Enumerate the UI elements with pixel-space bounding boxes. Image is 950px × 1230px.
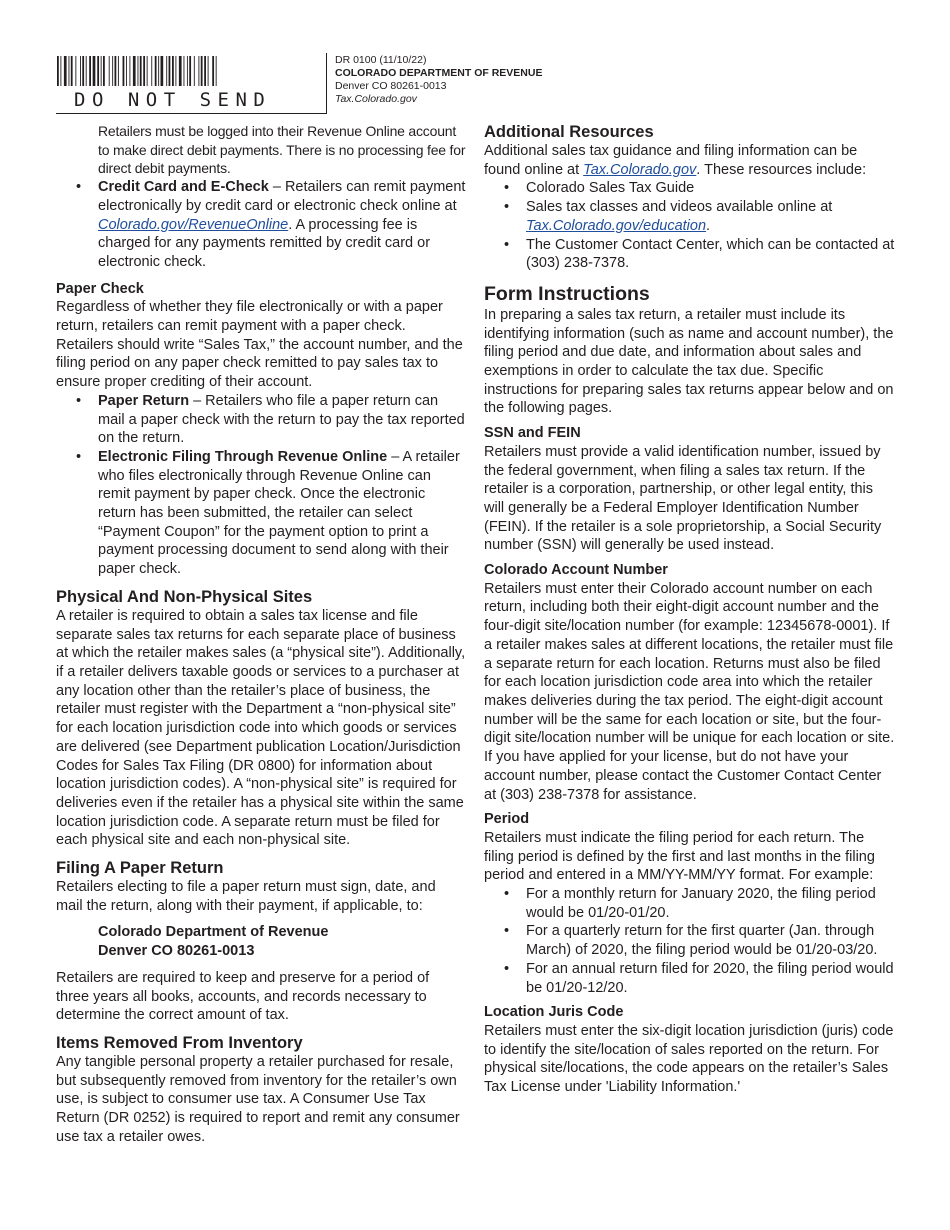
sites-text: A retailer is required to obtain a sales tax license and file separate sales tax returns for each separate place of business at which the retailer makes sales (a “physical site”). Additionally, if a retailer delivers taxable goods or services to a purchaser at any location other than the retailer’s place of business, the retailer must register with the Department a “non-physical site” for each location jurisdiction code into which goods or services are delivered (see Department publication Location/Jurisdiction Codes for Sales Tax Filing (DR 0800) for information about location jurisdiction codes). A “non-physical site” is required for deliveries even if the retailer has a physical site within the same location jurisdiction code. A separate return must be filed for each physical site and each non-physical site. (56, 607, 466, 849)
electronic-filing-label: Electronic Filing Through Revenue Online (98, 448, 388, 465)
ssn-text: Retailers must provide a valid identification number, issued by the federal government, when filing a sales tax return. If the retailer is a corporation, partnership, or other legal entity, this will generally be a Federal Employer Identification Number (FEIN). If the retailer is a sole proprietorship, a Social Security number (SSN) will generally be used instead. (484, 443, 882, 554)
account-text-2: If you have applied for your license, but do not have your account number, please contact the Customer Contact Center at (303) 238-7378 for assistance. (484, 749, 882, 803)
resource-item: • Colorado Sales Tax Guide (484, 179, 896, 198)
form-instructions-heading: Form Instructions (484, 282, 650, 305)
tax-colorado-link[interactable]: Tax.Colorado.gov (583, 161, 697, 178)
barcode-bar (204, 56, 206, 86)
period-text: Retailers must indicate the filing period for each return. The filing period is defined by the first and last months in the filing period and entered in a MM/YY-MM/YY format. For example: (484, 829, 875, 884)
department-name: COLORADO DEPARTMENT OF REVENUE (335, 67, 543, 79)
barcode-bar (198, 56, 199, 86)
revenue-online-link[interactable]: Colorado.gov/RevenueOnline (98, 216, 289, 233)
resources-text-after: . These resources include: (696, 161, 867, 178)
account-text: Retailers must enter their Colorado account number on each return, including both their eight-digit account number and the four-digit site/location number (for example: 12345678-0001). If a retailer makes sales at different locations, the retailer must file a separate return for each location. Returns must also be filed for each location jurisdiction code area into which the retailer makes deliveries during the tax period. The eight-digit account number will be the same for each location or site, but the four-digit site/location number will be unique for each location or site. (484, 580, 895, 747)
mailing-address-line2: Denver CO 80261-0013 (98, 943, 255, 960)
barcode-bar (75, 56, 76, 86)
form-instructions-text: In preparing a sales tax return, a retailer must include its identifying information (such as name and account number), the filing period and due date, and information about sales and exemptions in order to calculate the tax due. Specific instructions for preparing sales tax returns appear below and on the following pages. (484, 306, 894, 417)
inventory-heading: Items Removed From Inventory (56, 1033, 303, 1052)
credit-card-text-before: – Retailers can remit payment electronically by credit card or electronic check online at (98, 179, 466, 214)
barcode-bar (71, 56, 73, 86)
record-keeping-text: Retailers are required to keep and preserve for a period of three years all books, accounts, and records necessary to determine the correct amount of tax. (56, 969, 430, 1024)
period-example: • For a monthly return for January 2020, the filing period would be 01/20-01/20. (484, 885, 896, 922)
form-header (335, 54, 542, 106)
period-example: • For an annual return filed for 2020, the filing period would be 01/20-12/20. (484, 960, 896, 997)
barcode-bar (138, 56, 139, 86)
barcode-bar (172, 56, 174, 86)
resources-list (484, 179, 896, 273)
barcode-bar (86, 56, 87, 86)
direct-debit-continued: Retailers must be logged into their Revenue Online account to make direct debit payments. There is no processing fee for direct debit payments. (98, 123, 466, 177)
barcode-bar (147, 56, 148, 86)
inventory-text: Any tangible personal property a retailer purchased for resale, but subsequently removed from inventory for the retailer’s own use, is subject to consumer use tax. A Consumer Use Tax Return (DR 0252) is required to report and remit any consumer use tax a retailer owes. (56, 1053, 460, 1145)
juris-heading: Location Juris Code (484, 1004, 624, 1021)
credit-card-bullet (56, 178, 466, 272)
barcode-bar (133, 56, 136, 86)
do-not-send-label: DO NOT SEND (74, 89, 272, 111)
paper-check-text: Regardless of whether they file electronically or with a paper return, retailers can remit payment with a paper check. Retailers should write “Sales Tax,” the account number, and the filing period on any paper check remitted to pay sales tax to ensure proper crediting of their account. (56, 299, 463, 391)
barcode-bar (103, 56, 105, 86)
barcode-bar (126, 56, 127, 86)
barcode-bar (184, 56, 185, 86)
education-link[interactable]: Tax.Colorado.gov/education (526, 217, 707, 234)
barcode-block (56, 53, 327, 114)
barcode-bar (194, 56, 195, 86)
barcode-bar (60, 56, 61, 86)
barcode-bar (166, 56, 167, 86)
barcode-bar (80, 56, 81, 86)
barcode-bar (89, 56, 91, 86)
left-column (56, 122, 466, 1146)
barcode-bar (175, 56, 176, 86)
period-example: • For a quarterly return for the first quarter (Jan. through March) of 2020, the filing period would be 01/20-03/20. (484, 922, 896, 959)
department-website: Tax.Colorado.gov (335, 93, 417, 105)
account-heading: Colorado Account Number (484, 562, 668, 579)
period-list (484, 885, 896, 997)
paper-check-heading: Paper Check (56, 280, 144, 297)
paper-return-label: Paper Return (98, 392, 190, 409)
barcode-bar (216, 56, 217, 86)
resource-item: • The Customer Contact Center, which can be contacted at (303) 238-7378. (484, 236, 896, 273)
barcode-bar (208, 56, 209, 86)
credit-card-text-after: . A processing fee is charged for any payments remitted by credit card or electronic check. (98, 216, 431, 270)
barcode-bar (109, 56, 110, 86)
form-id: DR 0100 (11/10/22) (335, 54, 427, 66)
paper-return-text-intro: Retailers electing to file a paper return must sign, date, and mail the return, along with their payment, if applicable, to: (56, 879, 436, 914)
ssn-heading: SSN and FEIN (484, 425, 581, 442)
resources-text-before: Additional sales tax guidance and filing information can be found online at (484, 143, 858, 178)
barcode-bar (64, 56, 67, 86)
barcode-bar (151, 56, 152, 86)
mailing-address (56, 923, 466, 960)
period-heading: Period (484, 811, 530, 828)
resources-heading: Additional Resources (484, 123, 654, 141)
barcode-bar (189, 56, 191, 86)
barcode-bar (140, 56, 142, 86)
mailing-address-line1: Colorado Department of Revenue (98, 924, 329, 941)
barcode-bar (158, 56, 159, 86)
barcode-bar (82, 56, 84, 86)
barcode-bar (57, 56, 59, 86)
paper-check-list (56, 392, 466, 579)
barcode-bar (69, 56, 70, 86)
barcode-bar (179, 56, 182, 86)
resource-classes-after: . (706, 217, 711, 234)
barcode-bar (155, 56, 157, 86)
barcode-bar (118, 56, 119, 86)
electronic-filing-text: – A retailer who files electronically through Revenue Online can remit payment by paper check. Once the electronic return has been submitted, the retailer can select “Payment Coupon” for the payment option to print a payment processing document to send along with their paper check. (98, 448, 460, 578)
sites-heading: Physical And Non-Physical Sites (56, 587, 313, 606)
electronic-filing-bullet (56, 448, 466, 579)
credit-card-list (56, 178, 466, 272)
barcode-bar (212, 56, 214, 86)
juris-text: Retailers must enter the six-digit location jurisdiction (juris) code to identify the site/location of sales reported on the return. For physical site/locations, the code appears on the retailer’s Sales Tax License under 'Liability Information.' (484, 1022, 894, 1096)
barcode-bar (123, 56, 125, 86)
barcode-bar (101, 56, 102, 86)
barcode-bar (115, 56, 117, 86)
resource-classes-text: Sales tax classes and videos available online at (526, 199, 833, 216)
resources-text (484, 142, 896, 179)
barcode-bar (143, 56, 145, 86)
credit-card-label: Credit Card and E-Check (98, 179, 269, 196)
paper-return-bullet (56, 392, 466, 448)
barcode-bar (93, 56, 96, 86)
barcode-image (56, 56, 278, 86)
barcode-bar (161, 56, 164, 86)
barcode-bar (97, 56, 99, 86)
barcode-bar (201, 56, 203, 86)
right-column (484, 122, 896, 1097)
department-address: Denver CO 80261-0013 (335, 80, 447, 92)
barcode-bar (112, 56, 113, 86)
barcode-bar (129, 56, 130, 86)
resource-item (484, 198, 896, 235)
barcode-bar (187, 56, 188, 86)
barcode-bar (169, 56, 171, 86)
paper-return-text: – Retailers who file a paper return can mail a paper check with the return to pay the tax reported on the return. (98, 392, 465, 447)
paper-return-heading: Filing A Paper Return (56, 859, 224, 878)
